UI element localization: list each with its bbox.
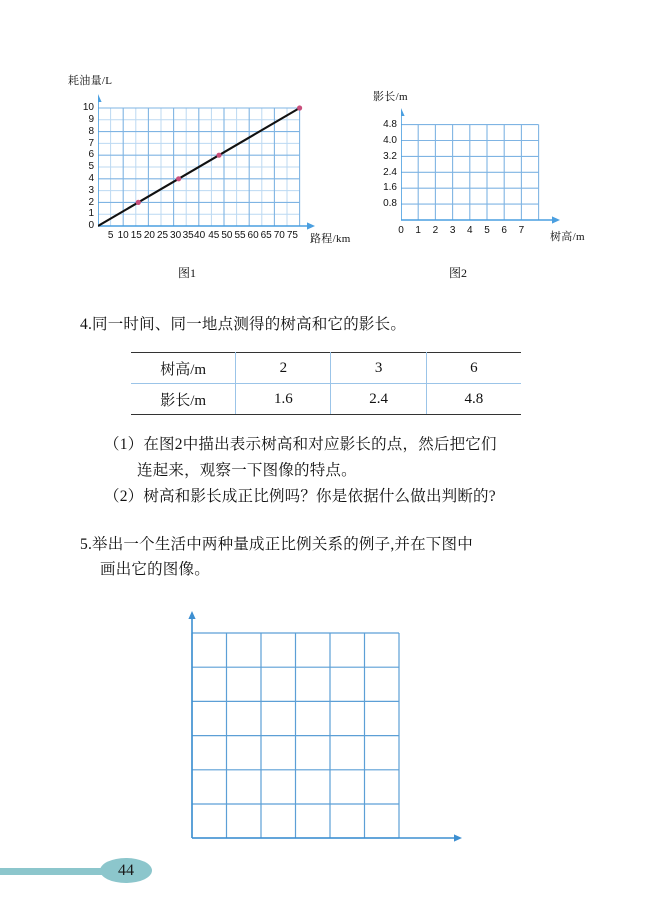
question-4-subquestions: [104, 432, 497, 510]
figure-2-xtick-5: 5: [484, 225, 490, 236]
figure-1-grid-svg: [98, 94, 316, 246]
tree-shadow-table: [131, 352, 521, 415]
figure-1-xtick-5: 5: [107, 230, 114, 241]
question-5: [80, 532, 473, 582]
question-4-stem-line: [80, 312, 406, 337]
question-5-grid-svg: [180, 604, 470, 854]
figure-2-xtick-3: 3: [449, 225, 456, 236]
figure-1-ytick-6: 6: [88, 149, 94, 161]
figure-1-ytick-9: 9: [88, 114, 94, 125]
figure-1-xtick-30: 30: [170, 230, 182, 241]
figure-1-xtick-10: 10: [117, 230, 129, 241]
figure-1-xtick-55: 55: [234, 230, 246, 241]
figure-2-xtick-6: 6: [501, 225, 507, 236]
table-cell-shadow-length-3: 4.8: [426, 384, 521, 415]
figure-1-xtick-45: 45: [208, 230, 220, 241]
figure-2-ytick-1-6: 1.6: [383, 182, 397, 194]
table-cell-tree-height-2: 3: [331, 353, 426, 384]
figure-1-ytick-1: 1: [88, 208, 94, 220]
table-cell-tree-height-3: 6: [426, 353, 521, 384]
figure-1-xtick-35: 35: [182, 230, 194, 241]
question-4: [80, 312, 406, 337]
table-row: [131, 384, 521, 415]
figure-1-xtick-70: 70: [273, 230, 285, 241]
table-row-header-tree-height: 树高/m: [131, 353, 236, 384]
question-4-number: 4.: [80, 316, 93, 333]
figure-1-y-axis-label: 耗油量/L: [68, 75, 113, 87]
figures-row: [0, 0, 650, 295]
figure-1-ytick-5: 5: [88, 161, 94, 173]
subquestion-2-marker: （2）: [104, 488, 144, 505]
subquestion-2-text-1: 树高和影长成正比例吗？你是依据什么做出判断的?: [143, 488, 496, 505]
question-5-number: 5.: [80, 536, 93, 553]
question-5-blank-grid: [180, 604, 470, 859]
figure-2-ytick-0-8: 0.8: [383, 198, 397, 210]
figure-2-ytick-2-4: 2.4: [383, 166, 397, 178]
figure-1-xtick-50: 50: [221, 230, 233, 241]
figure-2-xtick-7: 7: [518, 225, 525, 236]
figure-1-ytick-8: 8: [88, 125, 94, 137]
figure-1-xtick-15: 15: [130, 230, 142, 241]
figure-2-xtick-1: 1: [415, 225, 421, 236]
figure-2-ytick-4-8: 4.8: [383, 118, 397, 130]
figure-1-caption: 图1: [178, 266, 197, 280]
figure-1-xtick-60: 60: [247, 230, 259, 241]
figure-1-xtick-20: 20: [143, 230, 155, 241]
question-5-line-2: 画出它的图像。: [100, 561, 210, 578]
figure-1-ytick-10: 10: [82, 102, 94, 114]
question-5-line-1: [80, 532, 473, 557]
subquestion-1-line-2: 连起来，观察一下图像的特点。: [137, 462, 357, 479]
figure-1-ytick-7: 7: [88, 137, 94, 149]
figure-1-ytick-3: 3: [88, 184, 94, 196]
table-row: [131, 353, 521, 384]
subquestion-1-text-1: 在图2中描出表示树高和对应影长的点，然后把它们: [143, 436, 497, 453]
figure-2-ytick-4-0: 4.0: [383, 134, 397, 146]
table-cell-shadow-length-2: 2.4: [331, 384, 426, 415]
figure-2-xtick-4: 4: [467, 225, 473, 236]
figure-2-plot: [383, 108, 561, 240]
figure-2-y-axis-label: 影长/m: [373, 91, 408, 103]
subquestion-1-line-1: [104, 432, 497, 458]
figure-1-xtick-65: 65: [260, 230, 272, 241]
page-number: 44: [100, 858, 152, 883]
table-cell-tree-height-1: 2: [236, 353, 331, 384]
question-4-stem-text: 同一时间、同一地点测得的树高和它的影长。: [92, 316, 407, 333]
figure-2-xtick-0: 0: [398, 225, 404, 236]
figure-1-xtick-25: 25: [156, 230, 169, 241]
question-5-text-1: 举出一个生活中两种量成正比例关系的例子,并在下图中: [92, 536, 473, 553]
table-cell-shadow-length-1: 1.6: [236, 384, 331, 415]
figure-2-ytick-3-2: 3.2: [383, 150, 397, 162]
figure-2-xtick-2: 2: [432, 225, 439, 236]
figure-1-xtick-75: 75: [286, 230, 298, 241]
figure-2-grid-svg: [401, 108, 561, 240]
figure-2-caption: 图2: [449, 266, 468, 280]
subquestion-2-line-1: [104, 484, 497, 510]
figure-1-plot: [82, 94, 316, 246]
figure-2-x-axis-label: 树高/m: [550, 231, 585, 243]
figure-1-xtick-40: 40: [194, 230, 206, 241]
table-row-header-shadow-length: 影长/m: [131, 384, 236, 415]
subquestion-1-marker: （1）: [104, 436, 144, 453]
figure-1-x-axis-label: 路程/km: [310, 233, 351, 245]
figure-1-ytick-0: 0: [88, 220, 94, 232]
figure-1-ytick-4: 4: [88, 173, 94, 184]
figure-1-ytick-2: 2: [88, 196, 94, 208]
